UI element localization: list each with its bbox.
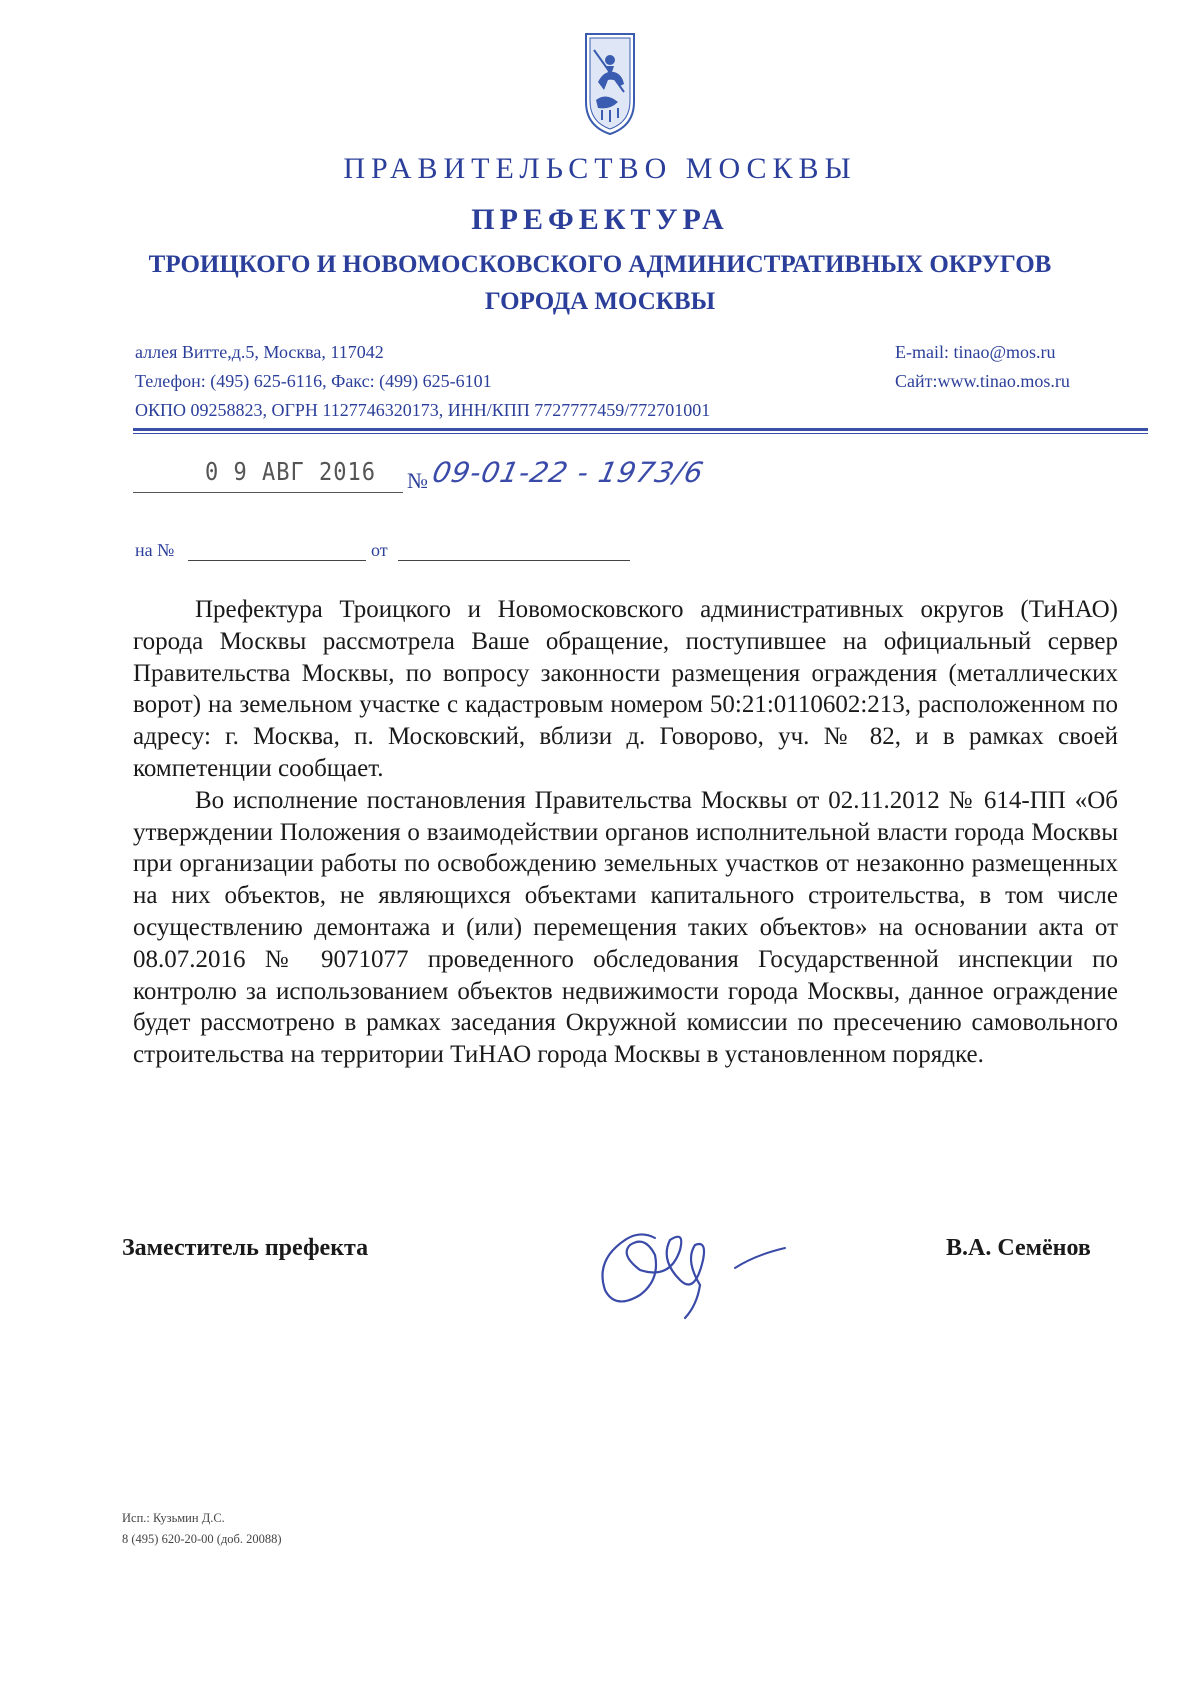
address: аллея Витте,д.5, Москва, 117042 (135, 342, 384, 362)
moscow-coat-of-arms-icon (580, 30, 640, 138)
prefecture-title: ПРЕФЕКТУРА (471, 203, 729, 236)
email: E-mail: tinao@mos.ru (895, 342, 1056, 362)
website: Сайт:www.tinao.mos.ru (895, 371, 1070, 391)
letter-body (133, 594, 1118, 1071)
reference-number-label: на № (135, 540, 175, 560)
government-title: ПРАВИТЕЛЬСТВО МОСКВЫ (343, 152, 857, 185)
header-divider (133, 428, 1148, 431)
number-label: № (407, 468, 428, 493)
header-divider-thin (133, 433, 1148, 434)
signatory-role: Заместитель префекта (122, 1235, 369, 1261)
handwritten-signature (585, 1200, 835, 1320)
reference-number-blank (188, 560, 366, 561)
registration-number: 09-01-22 - 1973/6 (429, 456, 708, 489)
reference-date-label: от (371, 540, 388, 560)
registration-codes: ОКПО 09258823, ОГРН 1127746320173, ИНН/КПП 7727777459/772701001 (135, 400, 711, 420)
prefecture-subtitle-2: ГОРОДА МОСКВЫ (484, 288, 716, 315)
executor-name: Исп.: Кузьмин Д.С. (122, 1511, 225, 1525)
body-paragraph-2: Во исполнение постановления Правительства Москвы от 02.11.2012 № 614-ПП «Об утверждении Положения о взаимодействии органов исполнительной власти города Москвы при организации работы по освобождению земельных участков от незаконно размещенных на них объектов, не являющихся объектами капитального строительства, в том числе осуществлению демонтажа и (или) перемещения таких объектов» на основании акта от 08.07.2016 № 9071077 проведенного обследования Государственной инспекции по контролю за использованием объектов недвижимости города Москвы, данное ограждение будет рассмотрено в рамках заседания Окружной комиссии по пресечению самовольного строительства на территории ТиНАО города Москвы в установленном порядке. (133, 786, 1118, 1069)
prefecture-subtitle-1: ТРОИЦКОГО И НОВОМОСКОВСКОГО АДМИНИСТРАТИВНЫХ ОКРУГОВ (148, 251, 1052, 278)
phone-fax: Телефон: (495) 625-6116, Факс: (499) 625-6101 (135, 371, 492, 391)
registration-date-stamp: 0 9 АВГ 2016 (205, 458, 376, 487)
signatory-name: В.А. Семёнов (946, 1235, 1091, 1261)
executor-phone: 8 (495) 620-20-00 (доб. 20088) (122, 1532, 282, 1546)
date-underline (133, 492, 403, 493)
body-paragraph-1: Префектура Троицкого и Новомосковского административных округов (ТиНАО) города Москвы рассмотрела Ваше обращение, поступившее на официальный сервер Правительства Москвы, по вопросу законности размещения ограждения (металлических ворот) на земельном участке с кадастровым номером 50:21:0110602:213, расположенном по адресу: г. Москва, п. Московский, вблизи д. Говорово, уч. № 82, и в рамках своей компетенции сообщает. (133, 596, 1118, 782)
reference-date-blank (398, 560, 630, 561)
